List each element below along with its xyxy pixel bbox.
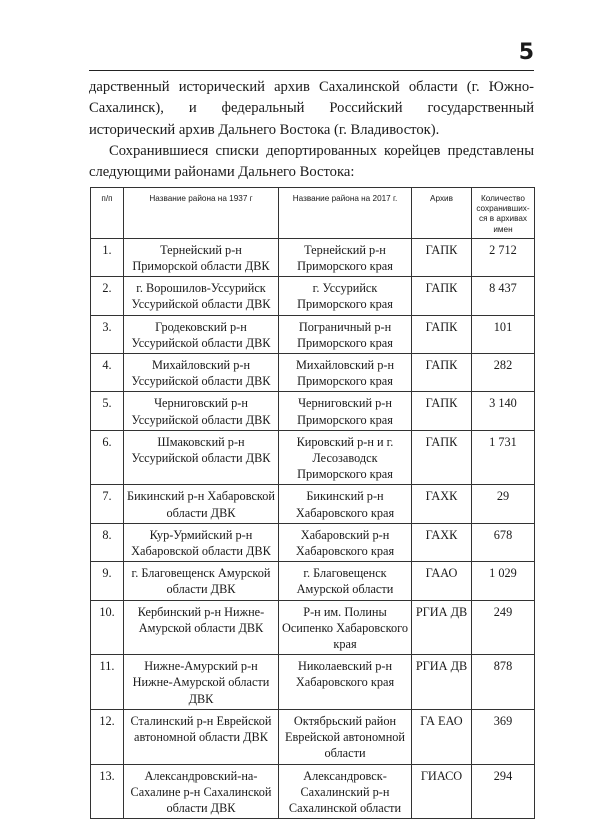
cell-count: 2 712 <box>472 238 535 276</box>
table-row <box>91 485 535 523</box>
cell-number: 3. <box>91 315 124 353</box>
cell-district-1937: г. Благовещенск Амурской области ДВК <box>124 562 279 600</box>
table-row <box>91 709 535 764</box>
cell-number: 9. <box>91 562 124 600</box>
cell-district-1937: Нижне-Амурский р-н Нижне-Амурской области ДВК <box>124 655 279 710</box>
cell-district-1937: Александровский-на-Сахалине р-н Сахалинской области ДВК <box>124 764 279 819</box>
deportation-lists-table <box>90 187 535 819</box>
cell-archive: ГИАСО <box>412 764 472 819</box>
cell-number: 12. <box>91 709 124 764</box>
table-row <box>91 277 535 315</box>
table-row <box>91 600 535 655</box>
table-row <box>91 392 535 430</box>
header-number: п/п <box>91 188 124 239</box>
table-header-row <box>91 188 535 239</box>
cell-archive: ГАПК <box>412 430 472 485</box>
cell-district-2017: Николаевский р-н Хабаровского края <box>279 655 412 710</box>
cell-archive: РГИА ДВ <box>412 655 472 710</box>
table-row <box>91 238 535 276</box>
cell-district-2017: Кировский р-н и г. Лесозаводск Приморского края <box>279 430 412 485</box>
table-row <box>91 764 535 819</box>
header-district-2017: Название района на 2017 г. <box>279 188 412 239</box>
cell-district-1937: Михайловский р-н Уссурийской области ДВК <box>124 354 279 392</box>
table-row <box>91 430 535 485</box>
cell-count: 1 731 <box>472 430 535 485</box>
cell-district-2017: г. Благовещенск Амурской области <box>279 562 412 600</box>
cell-number: 10. <box>91 600 124 655</box>
cell-district-1937: Бикинский р-н Хабаровской области ДВК <box>124 485 279 523</box>
cell-archive: ГАПК <box>412 277 472 315</box>
table-row <box>91 562 535 600</box>
header-archive: Архив <box>412 188 472 239</box>
header-district-1937: Название района на 1937 г <box>124 188 279 239</box>
cell-archive: ГАПК <box>412 315 472 353</box>
cell-district-2017: Пограничный р-н Приморского края <box>279 315 412 353</box>
cell-count: 282 <box>472 354 535 392</box>
cell-archive: ГАХК <box>412 485 472 523</box>
cell-number: 4. <box>91 354 124 392</box>
cell-district-1937: Кур-Урмийский р-н Хабаровской области ДВК <box>124 523 279 561</box>
cell-count: 249 <box>472 600 535 655</box>
cell-count: 3 140 <box>472 392 535 430</box>
cell-count: 294 <box>472 764 535 819</box>
cell-district-2017: Бикинский р-н Хабаровского края <box>279 485 412 523</box>
cell-count: 8 437 <box>472 277 535 315</box>
cell-district-2017: Александровск-Сахалинский р-н Сахалинской области <box>279 764 412 819</box>
cell-number: 6. <box>91 430 124 485</box>
paragraph: Сохранившиеся списки депортированных корейцев представлены следующими районами Дальнего Востока: <box>89 142 534 181</box>
cell-count: 369 <box>472 709 535 764</box>
cell-archive: ГААО <box>412 562 472 600</box>
cell-archive: ГАПК <box>412 392 472 430</box>
cell-archive: РГИА ДВ <box>412 600 472 655</box>
cell-district-1937: г. Ворошилов-Уссурийск Уссурийской области ДВК <box>124 277 279 315</box>
cell-district-2017: Черниговский р-н Приморского края <box>279 392 412 430</box>
cell-archive: ГАХК <box>412 523 472 561</box>
cell-count: 878 <box>472 655 535 710</box>
table-row <box>91 523 535 561</box>
cell-archive: ГА ЕАО <box>412 709 472 764</box>
cell-number: 13. <box>91 764 124 819</box>
cell-district-1937: Сталинский р-н Еврейской автономной области ДВК <box>124 709 279 764</box>
cell-number: 7. <box>91 485 124 523</box>
cell-district-2017: Р-н им. Полины Осипенко Хабаровского края <box>279 600 412 655</box>
table-row <box>91 354 535 392</box>
cell-count: 101 <box>472 315 535 353</box>
cell-district-1937: Гродековский р-н Уссурийской области ДВК <box>124 315 279 353</box>
body-text <box>89 77 534 183</box>
table-row <box>91 315 535 353</box>
cell-district-1937: Кербинский р-н Нижне-Амурской области ДВК <box>124 600 279 655</box>
cell-district-1937: Шмаковский р-н Уссурийской области ДВК <box>124 430 279 485</box>
header-count: Количество сохранивших-ся в архивах имен <box>472 188 535 239</box>
table-row <box>91 655 535 710</box>
page-number: 5 <box>518 40 534 65</box>
cell-district-2017: Михайловский р-н Приморского края <box>279 354 412 392</box>
cell-district-2017: Октябрьский район Еврейской автономной области <box>279 709 412 764</box>
paragraph: дарственный исторический архив Сахалинской области (г. Южно-Сахалинск), и федеральный Российский государственный исторический архив Дальнего Востока (г. Владивосток). <box>89 79 534 138</box>
cell-number: 5. <box>91 392 124 430</box>
cell-number: 1. <box>91 238 124 276</box>
cell-district-2017: Тернейский р-н Приморского края <box>279 238 412 276</box>
cell-district-2017: г. Уссурийск Приморского края <box>279 277 412 315</box>
cell-district-2017: Хабаровский р-н Хабаровского края <box>279 523 412 561</box>
cell-count: 1 029 <box>472 562 535 600</box>
cell-number: 11. <box>91 655 124 710</box>
cell-archive: ГАПК <box>412 238 472 276</box>
cell-count: 29 <box>472 485 535 523</box>
cell-count: 678 <box>472 523 535 561</box>
header-rule <box>89 70 534 71</box>
cell-archive: ГАПК <box>412 354 472 392</box>
cell-number: 2. <box>91 277 124 315</box>
cell-district-1937: Тернейский р-н Приморской области ДВК <box>124 238 279 276</box>
cell-number: 8. <box>91 523 124 561</box>
cell-district-1937: Черниговский р-н Уссурийской области ДВК <box>124 392 279 430</box>
